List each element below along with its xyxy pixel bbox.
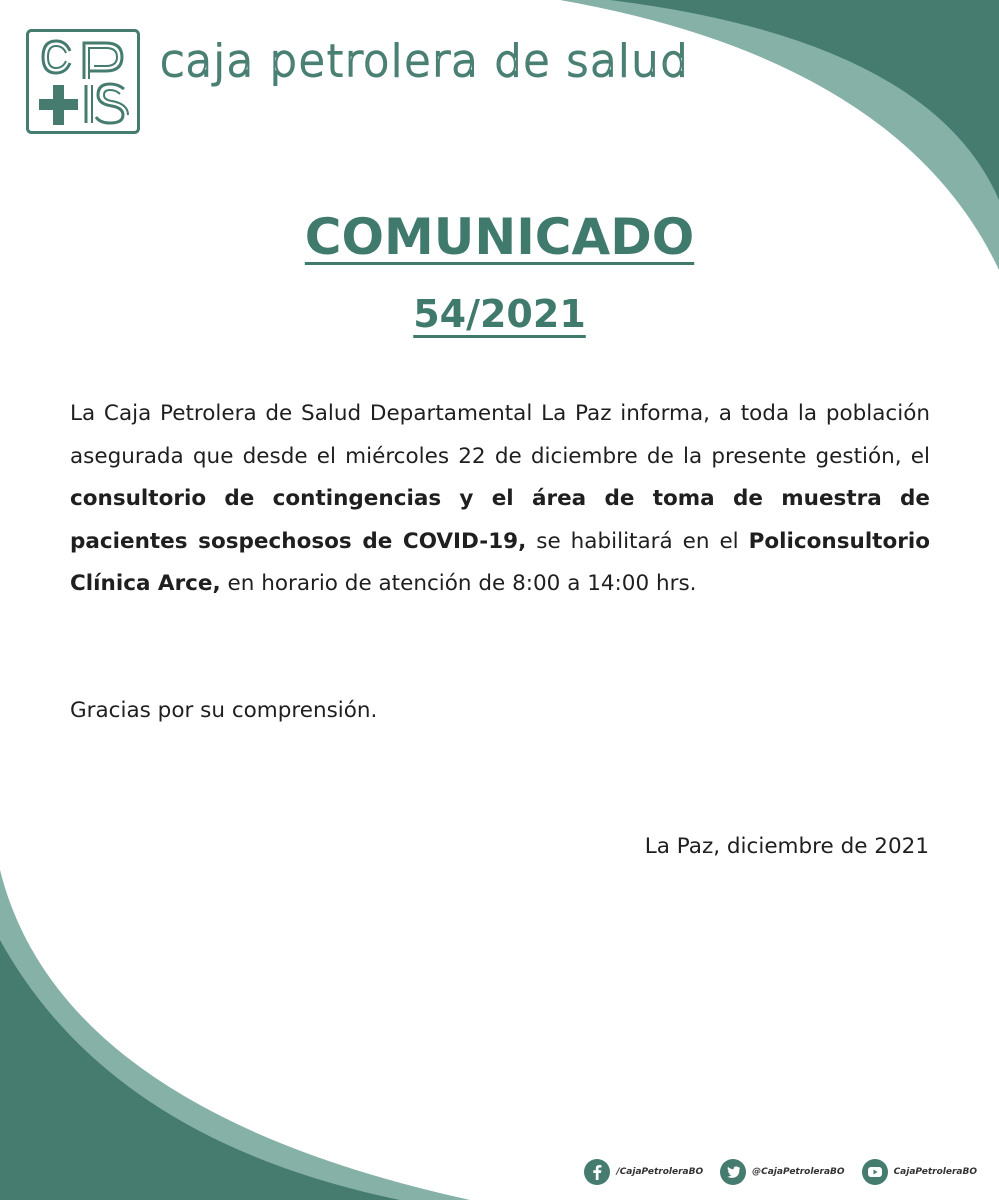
number-text: 54/2021 <box>413 292 586 336</box>
thanks-text: Gracias por su comprensión. <box>70 698 378 723</box>
twitter-handle: @CajaPetroleraBO <box>752 1167 845 1177</box>
social-twitter[interactable] <box>719 1158 844 1186</box>
social-facebook[interactable] <box>583 1158 703 1186</box>
body-text-1: La Caja Petrolera de Salud Departamental La Paz informa, a toda la población asegurada que desde el miércoles 22 de diciembre de la presente gestión, el <box>70 401 930 469</box>
brand-name: caja petrolera de salud <box>160 36 689 87</box>
social-links <box>583 1158 977 1186</box>
page-title <box>0 205 999 269</box>
youtube-icon <box>861 1158 889 1186</box>
body-paragraph <box>70 393 930 606</box>
title-text: COMUNICADO <box>304 208 695 266</box>
date-text: La Paz, diciembre de 2021 <box>644 834 929 859</box>
communique-number <box>0 288 999 340</box>
body-text-2: se habilitará en el <box>526 528 749 554</box>
company-logo <box>26 29 140 134</box>
body-bold-1: consultorio de contingencias y el área de toma de muestra de pacientes sospechosos de COVID-19, <box>70 486 930 554</box>
social-youtube[interactable] <box>861 1158 977 1186</box>
body-bold-2: Policonsultorio Clínica Arce, <box>70 528 930 596</box>
facebook-handle: /CajaPetroleraBO <box>616 1167 704 1177</box>
twitter-icon <box>719 1158 747 1186</box>
youtube-handle: CajaPetroleraBO <box>893 1167 977 1177</box>
body-text-3: en horario de atención de 8:00 a 14:00 hrs. <box>220 571 697 596</box>
facebook-icon <box>583 1158 611 1186</box>
